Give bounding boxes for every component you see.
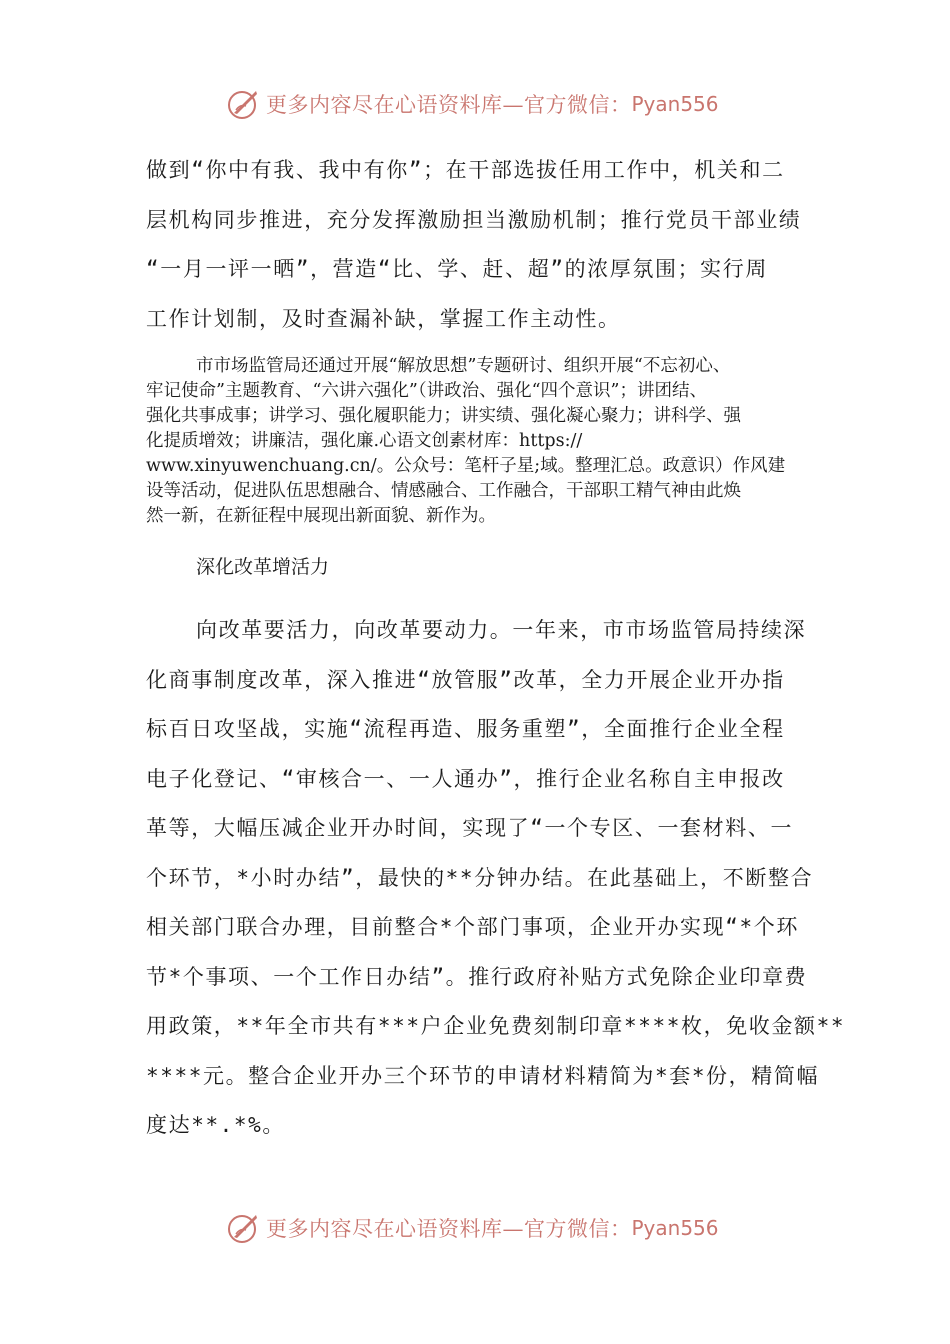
- text-line: 工作计划制，及时查漏补缺，掌握工作主动性。: [146, 306, 621, 331]
- text-line: 化提质增效；讲廉洁，强化廉.心语文创素材库：https://: [146, 431, 583, 451]
- footer-banner: [226, 1208, 719, 1248]
- text-line: www.xinyuwenchuang.cn/。公众号：笔杆子星;域。整理汇总。政意识）作风建: [146, 456, 786, 476]
- banner-text: 更多内容尽在心语资料库—官方微信：: [266, 93, 632, 117]
- pen-logo-icon: [226, 86, 262, 122]
- banner-wechat-id: Pyan556: [631, 1216, 719, 1240]
- text-line: “一月一评一晒”，营造“比、学、赶、超”的浓厚氛围；实行周: [146, 257, 768, 281]
- text-line: 向改革要活力，向改革要动力。一年来，市市场监管局持续深: [196, 618, 807, 642]
- text-line: 电子化登记、“审核合一、一人通办”，推行企业名称自主申报改: [146, 766, 785, 791]
- paragraph-1: [146, 146, 808, 344]
- text-line: 强化共事成事；讲学习、强化履职能力；讲实绩、强化凝心聚力；讲科学、强: [146, 406, 741, 426]
- paragraph-3: [146, 606, 846, 1151]
- header-banner: [226, 84, 719, 124]
- text-line: 市市场监管局还通过开展“解放思想”专题研讨、组织开展“不忘初心、: [196, 356, 731, 376]
- paragraph-2: [146, 354, 808, 529]
- pen-logo-icon: [226, 1210, 262, 1246]
- text-line: 度达**.*%。: [146, 1113, 286, 1137]
- section-heading: [146, 552, 808, 582]
- text-line: 然一新，在新征程中展现出新面貌、新作为。: [146, 506, 496, 526]
- text-line: 相关部门联合办理，目前整合*个部门事项，企业开办实现“*个环: [146, 915, 799, 939]
- text-line: 做到“你中有我、我中有你”；在干部选拔任用工作中，机关和二: [146, 158, 785, 182]
- banner-wechat-id: Pyan556: [631, 92, 719, 116]
- banner-text: 更多内容尽在心语资料库—官方微信：: [266, 1217, 632, 1241]
- text-line: 标百日攻坚战，实施“流程再造、服务重塑”，全面推行企业全程: [146, 717, 785, 741]
- section-heading-text: 深化改革增活力: [196, 556, 330, 578]
- text-line: 层机构同步推进，充分发挥激励担当激励机制；推行党员干部业绩: [146, 207, 802, 232]
- text-line: 牢记使命”主题教育、“六讲六强化”（讲政治、强化“四个意识”；讲团结、: [146, 381, 707, 401]
- text-line: 设等活动，促进队伍思想融合、情感融合、工作融合，干部职工精气神由此焕: [146, 481, 741, 501]
- text-line: 个环节，*小时办结”，最快的**分钟办结。在此基础上，不断整合: [146, 865, 814, 890]
- text-line: ****元。整合企业开办三个环节的申请材料精简为*套*份，精简幅: [146, 1063, 820, 1088]
- text-line: 节*个事项、一个工作日办结”。推行政府补贴方式免除企业印章费: [146, 964, 808, 989]
- text-line: 革等，大幅压减企业开办时间，实现了“一个专区、一套材料、一: [146, 816, 794, 840]
- text-line: 用政策，**年全市共有***户企业免费刻制印章****枚，免收金额**: [146, 1014, 846, 1038]
- text-line: 化商事制度改革，深入推进“放管服”改革，全力开展企业开办指: [146, 667, 785, 692]
